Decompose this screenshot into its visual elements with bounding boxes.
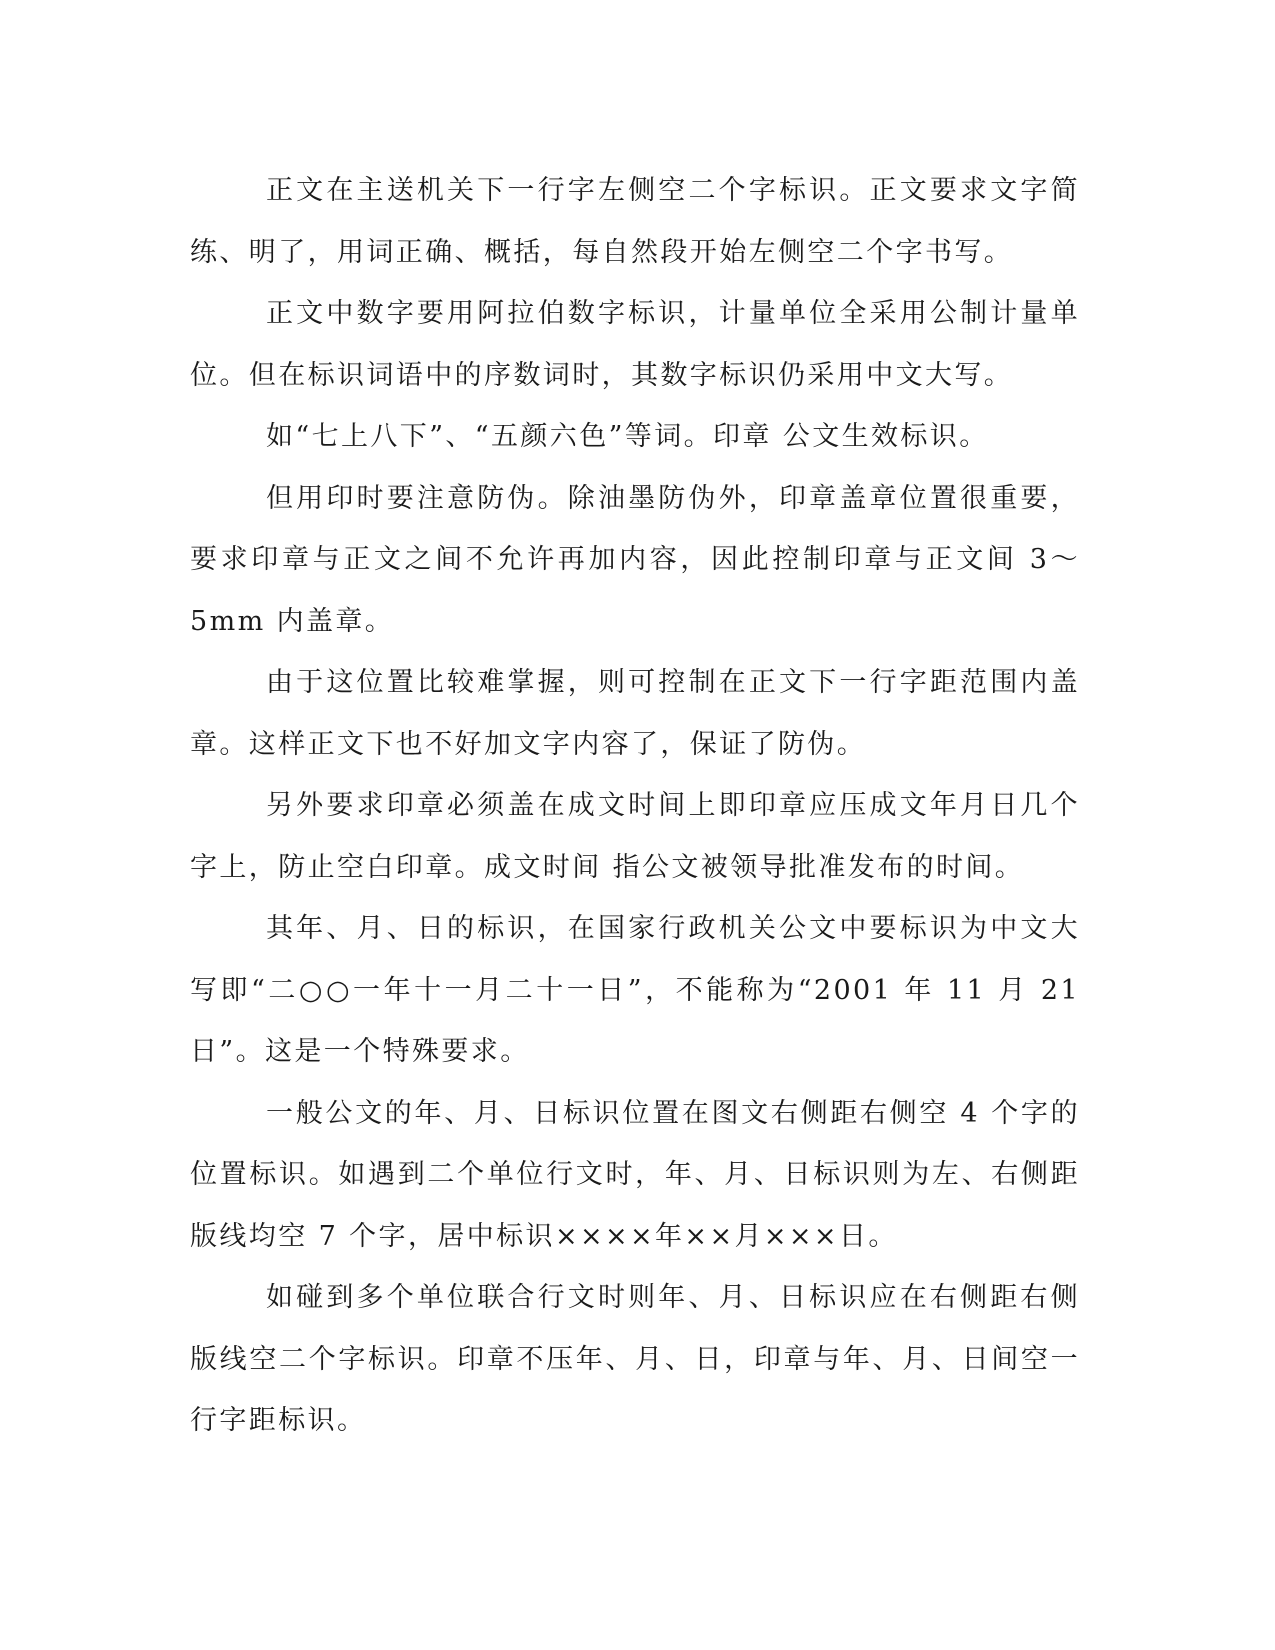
- paragraph-3: 如“七上八下”、“五颜六色”等词。印章 公文生效标识。: [266, 421, 989, 452]
- paragraph-2: 正文中数字要用阿拉伯数字标识，计量单位全采用公制计量单位。但在标识词语中的序数词时，其数字标识仍采用中文大写。: [190, 298, 1080, 391]
- paragraph-9: 如碰到多个单位联合行文时则年、月、日标识应在右侧距右侧版线空二个字标识。印章不压年、月、日，印章与年、月、日间空一行字距标识。: [190, 1282, 1080, 1436]
- paragraph-5: 由于这位置比较难掌握，则可控制在正文下一行字距范围内盖章。这样正文下也不好加文字内容了，保证了防伪。: [190, 667, 1080, 760]
- paragraph-4: 但用印时要注意防伪。除油墨防伪外，印章盖章位置很重要，要求印章与正文之间不允许再加内容，因此控制印章与正文间 3～5mm 内盖章。: [190, 482, 1080, 637]
- paragraph-6: 另外要求印章必须盖在成文时间上即印章应压成文年月日几个字上，防止空白印章。成文时间 指公文被领导批准发布的时间。: [190, 790, 1080, 883]
- document-body: [190, 160, 1080, 1452]
- paragraph-1: 正文在主送机关下一行字左侧空二个字标识。正文要求文字简练、明了，用词正确、概括，每自然段开始左侧空二个字书写。: [190, 175, 1080, 268]
- paragraph-8: 一般公文的年、月、日标识位置在图文右侧距右侧空 4 个字的位置标识。如遇到二个单位行文时，年、月、日标识则为左、右侧距版线均空 7 个字，居中标识××××年××月×××日。: [190, 1097, 1080, 1252]
- paragraph-7: 其年、月、日的标识，在国家行政机关公文中要标识为中文大写即“二○○一年十一月二十一日”，不能称为“2001 年 11 月 21 日”。这是一个特殊要求。: [190, 913, 1080, 1067]
